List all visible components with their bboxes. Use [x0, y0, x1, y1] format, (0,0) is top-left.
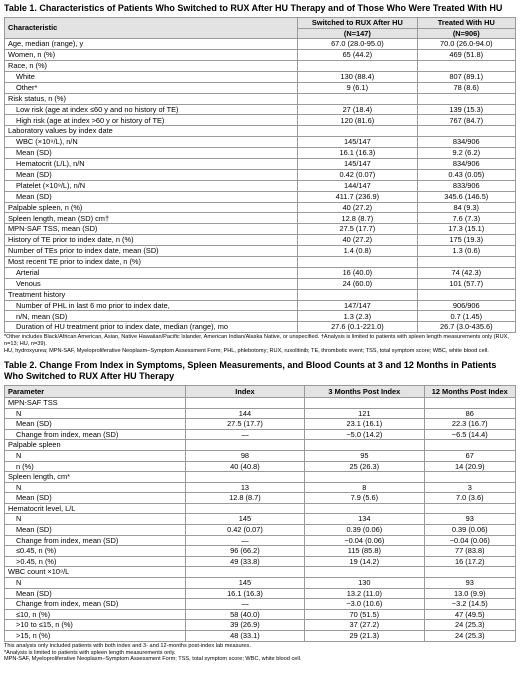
- table2-row: [5, 461, 516, 472]
- table2-row: [5, 450, 516, 461]
- table1-cell-rux: 144/147: [298, 180, 417, 191]
- table1-cell-rux: 145/147: [298, 137, 417, 148]
- table1-row: [5, 246, 516, 257]
- table1-header-rux: Switched to RUX After HU: [298, 18, 417, 29]
- table2-cell-3mo: [305, 567, 424, 578]
- table2-header-parameter: Parameter: [5, 385, 186, 397]
- table1-cell-rux: 411.7 (236.9): [298, 191, 417, 202]
- table2-body: [5, 397, 516, 641]
- table1-cell-hu: 906/906: [417, 300, 515, 311]
- table1-cell-label: High risk (age at index >60 y or history of TE): [5, 115, 298, 126]
- table1-header-row: [5, 18, 516, 29]
- table2-cell-label: Change from index, mean (SD): [5, 599, 186, 610]
- table2-row: [5, 472, 516, 483]
- table2-cell-label: WBC count ×10⁹/L: [5, 567, 186, 578]
- table2-row: [5, 588, 516, 599]
- table2-cell-12mo: 3: [424, 482, 515, 493]
- table2-cell-label: Spleen length, cm*: [5, 472, 186, 483]
- table2-cell-label: N: [5, 482, 186, 493]
- table1-row: [5, 50, 516, 61]
- table1-cell-hu: 0.7 (1.45): [417, 311, 515, 322]
- table1-cell-rux: 16 (40.0): [298, 267, 417, 278]
- table1-row: [5, 148, 516, 159]
- table1-cell-rux: 40 (27.2): [298, 235, 417, 246]
- table1-cell-hu: 1.3 (0.6): [417, 246, 515, 257]
- table1-cell-rux: 130 (88.4): [298, 71, 417, 82]
- table1-cell-label: Spleen length, mean (SD) cm†: [5, 213, 298, 224]
- table2-cell-label: Mean (SD): [5, 419, 186, 430]
- table1-cell-label: Arterial: [5, 267, 298, 278]
- table2-cell-3mo: 13.2 (11.0): [305, 588, 424, 599]
- table2-cell-3mo: −3.0 (10.6): [305, 599, 424, 610]
- table2-header-row: [5, 385, 516, 397]
- table1-cell-rux: 147/147: [298, 300, 417, 311]
- table1-cell-label: Palpable spleen, n (%): [5, 202, 298, 213]
- table2-cell-index: 39 (26.9): [185, 620, 304, 631]
- table1-row: [5, 180, 516, 191]
- table2-row: [5, 578, 516, 589]
- table2-cell-3mo: 25 (26.3): [305, 461, 424, 472]
- table2-cell-label: Mean (SD): [5, 588, 186, 599]
- table2-cell-12mo: 14 (20.9): [424, 461, 515, 472]
- table2-header-12mo: 12 Months Post Index: [424, 385, 515, 397]
- table1-row: [5, 322, 516, 333]
- table1-cell-rux: 27 (18.4): [298, 104, 417, 115]
- table2-cell-index: [185, 567, 304, 578]
- table1-cell-hu: 834/906: [417, 158, 515, 169]
- table1-cell-label: White: [5, 71, 298, 82]
- table1-cell-rux: 145/147: [298, 158, 417, 169]
- table2-cell-12mo: 16 (17.2): [424, 556, 515, 567]
- table1-cell-label: Most recent TE prior to index date, n (%): [5, 257, 298, 268]
- table1-subheader-rux: (N=147): [298, 28, 417, 39]
- table1-row: [5, 224, 516, 235]
- table1-cell-label: MPN-SAF TSS, mean (SD): [5, 224, 298, 235]
- table2-title: Table 2. Change From Index in Symptoms, Spleen Measurements, and Blood Counts at 3 and 12 Months in Patients Who Switched to RUX After HU Therapy: [4, 359, 497, 381]
- table2-cell-index: —: [185, 429, 304, 440]
- table2-cell-label: N: [5, 450, 186, 461]
- table2-row: [5, 482, 516, 493]
- table1-row: [5, 93, 516, 104]
- table1-row: [5, 82, 516, 93]
- table2-row: [5, 408, 516, 419]
- table1-row: [5, 267, 516, 278]
- table2-cell-12mo: [424, 397, 515, 408]
- table2-cell-index: —: [185, 599, 304, 610]
- table1-cell-rux: [298, 257, 417, 268]
- table2-row: [5, 514, 516, 525]
- table1-title: Table 1. Characteristics of Patients Who Switched to RUX After HU Therapy and of Those Who Were Treated With HU: [4, 3, 503, 13]
- table1-cell-label: Women, n (%): [5, 50, 298, 61]
- table2-cell-12mo: 24 (25.3): [424, 631, 515, 642]
- table2-cell-index: 49 (33.8): [185, 556, 304, 567]
- table1-subheader-hu: (N=906): [417, 28, 515, 39]
- table2-row: [5, 440, 516, 451]
- table1-row: [5, 39, 516, 50]
- table1-cell-label: Race, n (%): [5, 60, 298, 71]
- table1-row: [5, 71, 516, 82]
- table1-cell-hu: 17.3 (15.1): [417, 224, 515, 235]
- table1-cell-hu: 78 (8.6): [417, 82, 515, 93]
- table1-cell-hu: 26.7 (3.0-435.6): [417, 322, 515, 333]
- table1-cell-label: n/N, mean (SD): [5, 311, 298, 322]
- table2-cell-3mo: 7.9 (5.6): [305, 493, 424, 504]
- table1-row: [5, 126, 516, 137]
- table1-cell-hu: [417, 289, 515, 300]
- table2-cell-index: 13: [185, 482, 304, 493]
- table1-cell-rux: 12.8 (8.7): [298, 213, 417, 224]
- table1-cell-hu: 74 (42.3): [417, 267, 515, 278]
- table2-header-index: Index: [185, 385, 304, 397]
- table2-cell-index: 98: [185, 450, 304, 461]
- table2-cell-3mo: 19 (14.2): [305, 556, 424, 567]
- table1-row: [5, 158, 516, 169]
- table2-cell-12mo: 67: [424, 450, 515, 461]
- table2-cell-index: 12.8 (8.7): [185, 493, 304, 504]
- table2-row: [5, 397, 516, 408]
- table1-cell-hu: 807 (89.1): [417, 71, 515, 82]
- table1-cell-label: Number of PHL in last 6 mo prior to index date,: [5, 300, 298, 311]
- table2-cell-index: 58 (40.0): [185, 609, 304, 620]
- table2-cell-3mo: 115 (85.8): [305, 546, 424, 557]
- table2-cell-3mo: 95: [305, 450, 424, 461]
- table2-cell-label: Mean (SD): [5, 525, 186, 536]
- table1-cell-label: Other*: [5, 82, 298, 93]
- table1-cell-rux: 40 (27.2): [298, 202, 417, 213]
- table1-footnote: HU, hydroxyurea; MPN-SAF, Myeloproliferative Neoplasm–Symptom Assessment Form; PHL, phlebotomy; RUX, ruxolitinib; TE, thrombotic event; TSS, total symptom score; WBC, white blood cell.: [4, 348, 489, 355]
- table1-cell-hu: [417, 257, 515, 268]
- table1-row: [5, 202, 516, 213]
- table2-cell-index: 27.5 (17.7): [185, 419, 304, 430]
- table2-cell-12mo: 7.0 (3.6): [424, 493, 515, 504]
- table1-row: [5, 104, 516, 115]
- table2-cell-3mo: 130: [305, 578, 424, 589]
- table2-cell-label: >15, n (%): [5, 631, 186, 642]
- table2-cell-index: 144: [185, 408, 304, 419]
- table2-row: [5, 599, 516, 610]
- table1-cell-rux: 1.3 (2.3): [298, 311, 417, 322]
- table2-cell-12mo: −0.04 (0.06): [424, 535, 515, 546]
- table1-cell-rux: 24 (60.0): [298, 278, 417, 289]
- table2-cell-12mo: [424, 472, 515, 483]
- table2-cell-12mo: 86: [424, 408, 515, 419]
- table1-cell-label: Laboratory values by index date: [5, 126, 298, 137]
- table1-cell-label: WBC (×10⁹/L), n/N: [5, 137, 298, 148]
- table2-cell-12mo: 47 (49.5): [424, 609, 515, 620]
- table1-cell-rux: 27.5 (17.7): [298, 224, 417, 235]
- table1-cell-hu: 834/906: [417, 137, 515, 148]
- table2-cell-3mo: [305, 503, 424, 514]
- table1-cell-hu: 139 (15.3): [417, 104, 515, 115]
- table2-cell-label: MPN-SAF TSS: [5, 397, 186, 408]
- table1-cell-label: History of TE prior to index date, n (%): [5, 235, 298, 246]
- table2-row: [5, 546, 516, 557]
- table1-cell-label: Platelet (×10⁹/L), n/N: [5, 180, 298, 191]
- table2-row: [5, 525, 516, 536]
- table1-footnote: *Other includes Black/African American, Asian, Native Hawaiian/Pacific Islander, American Indian/Alaska Native, or unspecified. †Analysis is limited to patients with spleen length measurements only (RUX, n=13; HU, n=39).: [4, 334, 509, 348]
- table1-cell-label: Mean (SD): [5, 169, 298, 180]
- table2-cell-3mo: 8: [305, 482, 424, 493]
- table2-cell-3mo: 134: [305, 514, 424, 525]
- table2-footnote: MPN-SAF, Myeloproliferative Neoplasm–Symptom Assessment Form; TSS, total symptom score; WBC, white blood cell.: [4, 656, 302, 663]
- table1-cell-hu: 767 (84.7): [417, 115, 515, 126]
- table2-cell-index: 145: [185, 578, 304, 589]
- table2-cell-label: Mean (SD): [5, 493, 186, 504]
- table2-cell-3mo: 0.39 (0.06): [305, 525, 424, 536]
- table1-cell-label: Mean (SD): [5, 148, 298, 159]
- table2-cell-12mo: 0.39 (0.06): [424, 525, 515, 536]
- table2-row: [5, 556, 516, 567]
- table1-cell-rux: [298, 93, 417, 104]
- table1-cell-rux: 27.6 (0.1-221.0): [298, 322, 417, 333]
- table2-footnote: This analysis only included patients with both index and 3- and 12-months post-index lab measures.: [4, 642, 251, 649]
- table2-row: [5, 493, 516, 504]
- table2-row: [5, 609, 516, 620]
- table1: [4, 17, 516, 333]
- table2-row: [5, 535, 516, 546]
- table1-row: [5, 300, 516, 311]
- table2-cell-label: Palpable spleen: [5, 440, 186, 451]
- table2-cell-index: 48 (33.1): [185, 631, 304, 642]
- table1-cell-hu: [417, 60, 515, 71]
- table1-cell-label: Age, median (range), y: [5, 39, 298, 50]
- table2-cell-index: 96 (66.2): [185, 546, 304, 557]
- table1-cell-rux: 120 (81.6): [298, 115, 417, 126]
- table2-row: [5, 620, 516, 631]
- table1-cell-hu: 175 (19.3): [417, 235, 515, 246]
- table2-cell-12mo: [424, 567, 515, 578]
- table2-cell-label: >10 to ≤15, n (%): [5, 620, 186, 631]
- table2-cell-label: n (%): [5, 461, 186, 472]
- table2-row: [5, 631, 516, 642]
- table1-row: [5, 191, 516, 202]
- table1-cell-rux: [298, 60, 417, 71]
- table2-cell-label: N: [5, 408, 186, 419]
- table1-cell-rux: 67.0 (28.0-95.0): [298, 39, 417, 50]
- table1-cell-hu: 833/906: [417, 180, 515, 191]
- table1-header-characteristic: Characteristic: [5, 18, 298, 39]
- table1-cell-rux: 0.42 (0.07): [298, 169, 417, 180]
- table2-cell-index: [185, 472, 304, 483]
- table2-cell-label: Change from index, mean (SD): [5, 429, 186, 440]
- table2-cell-3mo: 29 (21.3): [305, 631, 424, 642]
- table2-cell-3mo: [305, 397, 424, 408]
- table1-row: [5, 115, 516, 126]
- table2-cell-3mo: 37 (27.2): [305, 620, 424, 631]
- table1-cell-label: Treatment history: [5, 289, 298, 300]
- table2-row: [5, 429, 516, 440]
- table1-body: [5, 39, 516, 333]
- table1-cell-rux: 1.4 (0.8): [298, 246, 417, 257]
- table1-cell-hu: [417, 126, 515, 137]
- table1-cell-rux: 65 (44.2): [298, 50, 417, 61]
- table2-cell-3mo: −0.04 (0.06): [305, 535, 424, 546]
- table1-cell-rux: 16.1 (16.3): [298, 148, 417, 159]
- table1-row: [5, 311, 516, 322]
- table1-cell-label: Venous: [5, 278, 298, 289]
- table2-cell-index: 16.1 (16.3): [185, 588, 304, 599]
- table2-cell-index: 0.42 (0.07): [185, 525, 304, 536]
- table2: [4, 385, 516, 642]
- table2-cell-12mo: 13.0 (9.9): [424, 588, 515, 599]
- table1-row: [5, 289, 516, 300]
- table2-cell-3mo: 121: [305, 408, 424, 419]
- table1-cell-hu: 84 (9.3): [417, 202, 515, 213]
- table2-cell-3mo: −5.0 (14.2): [305, 429, 424, 440]
- table2-cell-index: —: [185, 535, 304, 546]
- table1-row: [5, 257, 516, 268]
- table1-cell-hu: 7.6 (7.3): [417, 213, 515, 224]
- table2-cell-label: Hematocrit level, L/L: [5, 503, 186, 514]
- table2-cell-12mo: 22.3 (16.7): [424, 419, 515, 430]
- table2-cell-12mo: 93: [424, 578, 515, 589]
- table2-row: [5, 567, 516, 578]
- table2-cell-12mo: 93: [424, 514, 515, 525]
- table1-row: [5, 60, 516, 71]
- table1-cell-rux: 9 (6.1): [298, 82, 417, 93]
- table2-row: [5, 419, 516, 430]
- table2-cell-index: [185, 440, 304, 451]
- table2-cell-index: [185, 503, 304, 514]
- table2-footnote: *Analysis is limited to patients with spleen length measurements only.: [4, 649, 176, 656]
- table1-header-hu: Treated With HU: [417, 18, 515, 29]
- table2-cell-3mo: [305, 472, 424, 483]
- table1-row: [5, 213, 516, 224]
- table1-cell-rux: [298, 126, 417, 137]
- table1-cell-label: Risk status, n (%): [5, 93, 298, 104]
- table2-cell-12mo: −6.5 (14.4): [424, 429, 515, 440]
- table1-cell-hu: [417, 93, 515, 104]
- table2-cell-index: 40 (40.8): [185, 461, 304, 472]
- table2-cell-12mo: −3.2 (14.5): [424, 599, 515, 610]
- table2-cell-label: Change from index, mean (SD): [5, 535, 186, 546]
- table1-row: [5, 137, 516, 148]
- table1-cell-label: Number of TEs prior to index date, mean (SD): [5, 246, 298, 257]
- table2-cell-index: [185, 397, 304, 408]
- table1-cell-hu: 0.43 (0.05): [417, 169, 515, 180]
- table1-cell-label: Hematocrit (L/L), n/N: [5, 158, 298, 169]
- table2-cell-12mo: [424, 440, 515, 451]
- table2-cell-label: N: [5, 514, 186, 525]
- table2-cell-3mo: [305, 440, 424, 451]
- table1-footnotes: [4, 334, 516, 355]
- table1-cell-rux: [298, 289, 417, 300]
- table2-cell-3mo: 23.1 (16.1): [305, 419, 424, 430]
- table1-cell-label: Mean (SD): [5, 191, 298, 202]
- table2-cell-12mo: 77 (83.8): [424, 546, 515, 557]
- table2-cell-label: ≤0.45, n (%): [5, 546, 186, 557]
- table1-cell-hu: 469 (51.8): [417, 50, 515, 61]
- table2-cell-12mo: [424, 503, 515, 514]
- table2-cell-label: ≤10, n (%): [5, 609, 186, 620]
- table2-cell-label: >0.45, n (%): [5, 556, 186, 567]
- table2-cell-index: 145: [185, 514, 304, 525]
- table1-row: [5, 235, 516, 246]
- table1-cell-hu: 9.2 (6.2): [417, 148, 515, 159]
- table2-row: [5, 503, 516, 514]
- table1-cell-hu: 101 (57.7): [417, 278, 515, 289]
- table1-cell-hu: 70.0 (26.0-94.0): [417, 39, 515, 50]
- table1-cell-label: Low risk (age at index ≤60 y and no history of TE): [5, 104, 298, 115]
- table1-row: [5, 278, 516, 289]
- table1-cell-hu: 345.6 (146.5): [417, 191, 515, 202]
- table2-cell-3mo: 70 (51.5): [305, 609, 424, 620]
- table2-cell-label: N: [5, 578, 186, 589]
- table2-footnotes: [4, 643, 516, 664]
- table1-row: [5, 169, 516, 180]
- table1-cell-label: Duration of HU treatment prior to index date, median (range), mo: [5, 322, 298, 333]
- table2-cell-12mo: 24 (25.3): [424, 620, 515, 631]
- table2-header-3mo: 3 Months Post Index: [305, 385, 424, 397]
